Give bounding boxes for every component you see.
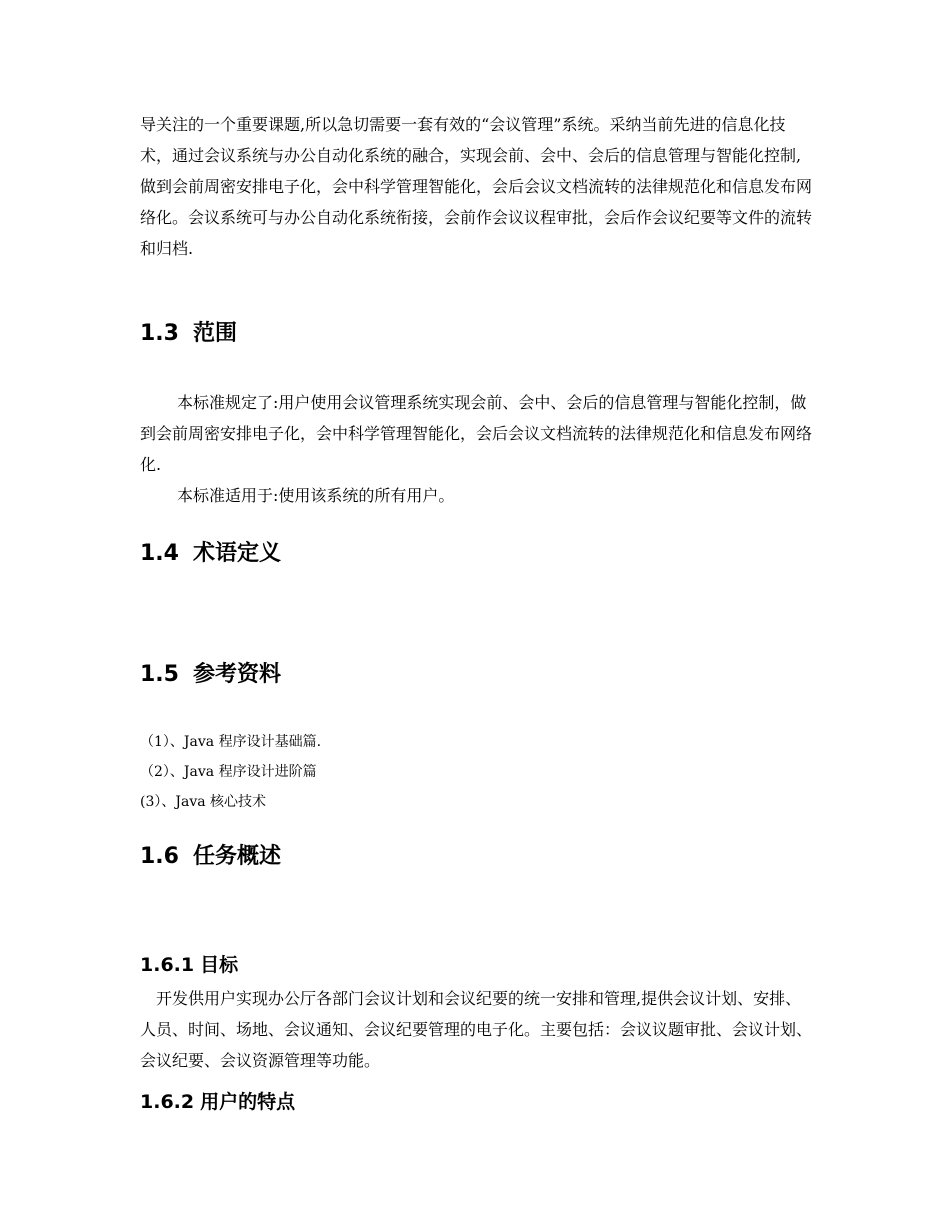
- goal-paragraph: 开发供用户实现办公厅各部门会议计划和会议纪要的统一安排和管理,提供会议计划、安排、人员、时间、场地、会议通知、会议纪要管理的电子化。主要包括：会议议题审批、会议计划、会议纪要、会议资源管理等功能。: [140, 989, 813, 1070]
- intro-paragraph: 导关注的一个重要课题,所以急切需要一套有效的“会议管理”系统。采纳当前先进的信息化技术，通过会议系统与办公自动化系统的融合，实现会前、会中、会后的信息管理与智能化控制,做到会前周密安排电子化，会中科学管理智能化，会后会议文档流转的法律规范化和信息发布网络化。会议系统可与办公自动化系统衔接，会前作会议议程审批，会后作会议纪要等文件的流转和归档.: [140, 115, 813, 258]
- heading-1-6-2-number: 1.6.2: [140, 1091, 195, 1113]
- heading-1-6-1-number: 1.6.1: [140, 954, 195, 976]
- heading-1-5-title: 参考资料: [192, 662, 281, 687]
- heading-1-4-number: 1.4: [140, 541, 179, 566]
- intro-paragraph-block: [140, 109, 815, 264]
- heading-1-3-number: 1.3: [140, 321, 179, 346]
- heading-1-6-number: 1.6: [140, 844, 179, 869]
- heading-1-6-1-title: 目标: [200, 954, 239, 976]
- heading-1-6-2-title: 用户的特点: [200, 1091, 296, 1113]
- reference-item-2: （2）、Java 程序设计进阶篇: [140, 764, 317, 780]
- heading-1-6-1: [140, 951, 815, 979]
- reference-item-3: (3）、Java 核心技术: [140, 794, 267, 810]
- heading-1-4: [140, 539, 815, 569]
- heading-1-6-title: 任务概述: [192, 844, 281, 869]
- heading-1-5: [140, 660, 815, 690]
- heading-1-4-title: 术语定义: [192, 541, 281, 566]
- reference-item-1: （1）、Java 程序设计基础篇.: [140, 734, 322, 750]
- scope-paragraph-1: 本标准规定了:用户使用会议管理系统实现会前、会中、会后的信息管理与智能化控制，做到会前周密安排电子化，会中科学管理智能化，会后会议文档流转的法律规范化和信息发布网络化.: [140, 393, 813, 474]
- heading-1-3: [140, 319, 815, 349]
- heading-1-5-number: 1.5: [140, 662, 179, 687]
- heading-1-6-2: [140, 1088, 815, 1116]
- goal-paragraph-block: [140, 983, 815, 1076]
- reference-list: [140, 727, 815, 817]
- heading-1-3-title: 范围: [192, 321, 237, 346]
- scope-paragraphs: [140, 387, 815, 511]
- scope-paragraph-2: 本标准适用于:使用该系统的所有用户。: [177, 486, 455, 505]
- heading-1-6: [140, 842, 815, 872]
